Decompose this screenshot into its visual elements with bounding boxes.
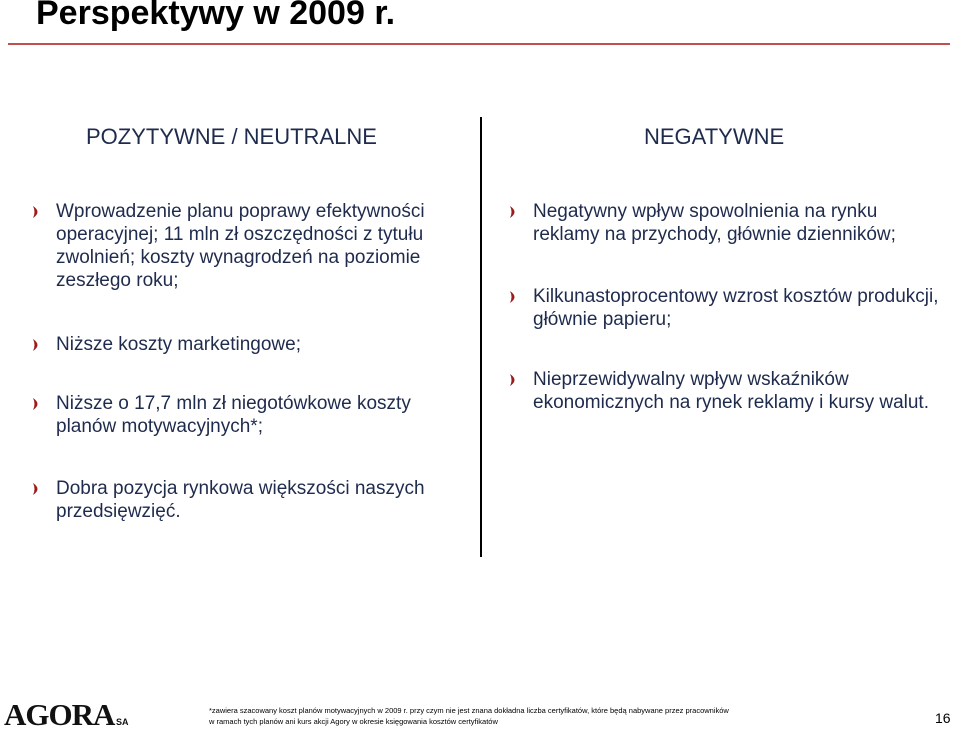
agora-logo: [4, 697, 132, 731]
negative-item: [533, 368, 943, 414]
page-number: 16: [935, 710, 951, 726]
positive-item: [56, 333, 466, 356]
negative-item: [533, 200, 943, 246]
positive-heading: POZYTYWNE / NEUTRALNE: [86, 124, 377, 149]
bullet-icon: [509, 291, 519, 303]
negative-item: [533, 285, 943, 331]
negative-item-text: Negatywny wpływ spowolnienia na rynku reklamy na przychody, głównie dzienników;: [533, 201, 896, 245]
bullet-icon: [32, 206, 42, 218]
logo-text: AGORA: [4, 697, 115, 731]
footnote-line: w ramach tych planów ani kurs akcji Agory w okresie księgowania kosztów certyfikatów: [209, 717, 498, 726]
negative-item-text: Kilkunastoprocentowy wzrost kosztów produkcji, głównie papieru;: [533, 286, 939, 330]
bullet-icon: [509, 374, 519, 386]
positive-item: [56, 477, 466, 523]
bullet-icon: [509, 206, 519, 218]
title-underline: [8, 43, 950, 45]
slide-title: Perspektywy w 2009 r.: [36, 0, 396, 32]
positive-item-text: Niższe koszty marketingowe;: [56, 334, 301, 355]
positive-item-text: Dobra pozycja rynkowa większości naszych przedsięwzięć.: [56, 478, 425, 522]
bullet-icon: [32, 483, 42, 495]
positive-item-text: Wprowadzenie planu poprawy efektywności operacyjnej; 11 mln zł oszczędności z tytułu zwolnień; koszty wynagrodzeń na poziomie zeszłego roku;: [56, 201, 425, 291]
bullet-icon: [32, 398, 42, 410]
positive-item: [56, 392, 466, 438]
footnote: [209, 705, 769, 727]
positive-item-text: Niższe o 17,7 mln zł niegotówkowe koszty planów motywacyjnych*;: [56, 393, 411, 437]
positive-item: [56, 200, 466, 292]
negative-heading: NEGATYWNE: [644, 124, 785, 149]
logo-suffix: SA: [116, 717, 129, 727]
bullet-icon: [32, 339, 42, 351]
column-divider: [480, 117, 482, 557]
negative-item-text: Nieprzewidywalny wpływ wskaźników ekonomicznych na rynek reklamy i kursy walut.: [533, 369, 929, 413]
footnote-line: *zawiera szacowany koszt planów motywacyjnych w 2009 r. przy czym nie jest znana dokładna liczba certyfikatów, które będą nabywane przez pracowników: [209, 706, 729, 715]
